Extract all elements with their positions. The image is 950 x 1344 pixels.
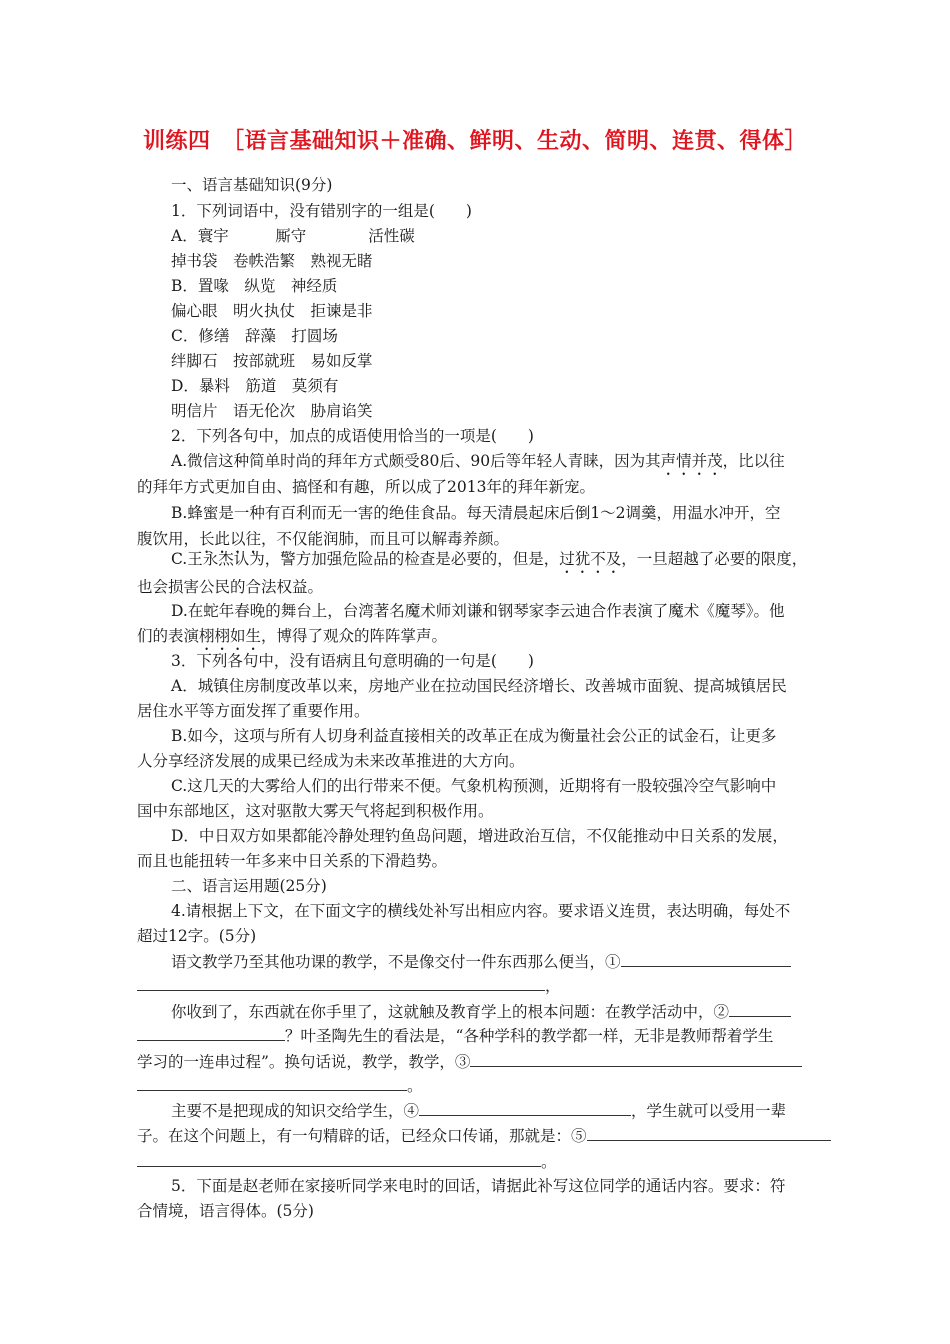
q2-b-idiom: 长此以往	[199, 530, 262, 548]
q4-passage-text: 学习的一连串过程”。换句话说，教学，教学，③	[137, 1053, 471, 1071]
q3-stem: 3．下列各句中，没有语病且句意明确的一句是( )	[171, 652, 534, 670]
q2-stem: 2．下列各句中，加点的成语使用恰当的一项是( )	[171, 427, 534, 445]
q3-option-a-line1: A．城镇住房制度改革以来，房地产业在拉动国民经济增长、改善城市面貌、提高城镇居民	[171, 677, 787, 695]
answer-blank-2-cont[interactable]	[137, 1026, 285, 1041]
q2-c-text-end: ，一旦超越了必要的限度，	[621, 550, 808, 568]
q2-b-text: 腹饮用，	[137, 530, 200, 548]
q2-option-d-line1: D.在蛇年春晚的舞台上，台湾著名魔术师刘谦和钢琴家李云迪合作表演了魔术《魔琴》。他	[171, 602, 785, 620]
q1-option-d-line2: 明信片 语无伦次 胁肩谄笑	[171, 402, 373, 420]
q1-option-b-line2: 偏心眼 明火执仗 拒谏是非	[171, 302, 373, 320]
q3-option-b-line2: 人分享经济发展的成果已经成为未来改革推进的大方向。	[137, 752, 525, 770]
q4-passage-line6	[137, 1076, 423, 1096]
q4-passage-line4	[137, 1026, 773, 1046]
answer-blank-4[interactable]	[419, 1101, 631, 1116]
q2-option-b-line1: B.蜂蜜是一种有百利而无一害的绝佳食品。每天清晨起床后倒1～2调羹，用温水冲开，空	[171, 504, 781, 522]
q1-option-c-line2: 绊脚石 按部就班 易如反掌	[171, 352, 373, 370]
q4-passage-text: ，学生就可以受用一辈	[631, 1102, 787, 1120]
q4-passage-line9	[137, 1152, 557, 1172]
q2-option-a-line2: 的拜年方式更加自由、搞怪和有趣，所以成了2013年的拜年新宠。	[137, 478, 595, 496]
q2-d-text: 们的表演	[137, 627, 200, 645]
answer-blank-1[interactable]	[621, 952, 791, 967]
q4-passage-line2	[137, 976, 561, 996]
answer-blank-5[interactable]	[587, 1126, 831, 1141]
q2-c-idiom: 过犹不及	[559, 550, 622, 568]
q2-option-d-line2	[137, 626, 447, 654]
q2-option-c-line2: 也会损害公民的合法权益。	[137, 578, 324, 596]
section-heading-1: 一、语言基础知识(9分)	[171, 176, 333, 194]
q4-stem-line1: 4.请根据上下文，在下面文字的横线处补写出相应内容。要求语义连贯，表达明确，每处不	[171, 902, 791, 920]
q4-stem-line2: 超过12字。(5分)	[137, 927, 257, 945]
page-title: 训练四 ［语言基础知识＋准确、鲜明、生动、简明、连贯、得体］	[142, 129, 807, 154]
q2-a-text-end: ，比以往	[722, 452, 785, 470]
q1-option-a-line1: A．寰宇 厮守 活性碳	[171, 227, 415, 245]
q4-period: 。	[541, 1153, 557, 1171]
q1-option-b-line1: B．置喙 纵览 神经质	[171, 277, 338, 295]
q4-period: 。	[407, 1077, 423, 1095]
section-heading-2: 二、语言运用题(25分)	[171, 877, 327, 895]
q1-option-c-line1: C．修缮 辞藻 打圆场	[171, 327, 338, 345]
q4-comma: ，	[545, 977, 561, 995]
answer-blank-1-cont[interactable]	[137, 976, 545, 991]
q4-passage-line3	[171, 1002, 791, 1022]
q2-c-text: C.王永杰认为，警方加强危险品的检查是必要的，但是，	[171, 550, 560, 568]
q4-passage-text: ？叶圣陶先生的看法是，“各种学科的教学都一样，无非是教师帮着学生	[285, 1027, 774, 1045]
q4-passage-line7	[171, 1101, 786, 1121]
q3-option-c-line1: C.这几天的大雾给人们的出行带来不便。气象机构预测，近期将有一股较强冷空气影响中	[171, 777, 777, 795]
q2-a-idiom: 声情并茂	[660, 452, 723, 470]
q4-passage-text: 主要不是把现成的知识交给学生，④	[171, 1102, 420, 1120]
q2-a-text: A.微信这种简单时尚的拜年方式颇受80后、90后等年轻人青睐，因为其	[171, 452, 661, 470]
q4-passage-text: 你收到了，东西就在你手里了，这就触及教育学上的根本问题：在教学活动中，②	[171, 1003, 730, 1021]
q4-passage-line8	[137, 1126, 831, 1146]
answer-blank-3[interactable]	[470, 1052, 802, 1067]
q5-stem-line2: 合情境，语言得体。(5分)	[137, 1202, 314, 1220]
q4-passage-line5	[137, 1052, 802, 1072]
q5-stem-line1: 5．下面是赵老师在家接听同学来电时的回话，请据此补写这位同学的通话内容。要求：符	[171, 1177, 786, 1195]
q1-option-a-line2: 掉书袋 卷帙浩繁 熟视无睹	[171, 252, 373, 270]
q4-passage-text: 子。在这个问题上，有一句精辟的话，已经众口传诵，那就是：⑤	[137, 1127, 587, 1145]
answer-blank-5-cont[interactable]	[137, 1152, 541, 1167]
q4-passage-line1	[171, 952, 791, 972]
q3-option-a-line2: 居住水平等方面发挥了重要作用。	[137, 702, 370, 720]
q3-option-d-line2: 而且也能扭转一年多来中日关系的下滑趋势。	[137, 852, 448, 870]
q2-d-text-end: ，博得了观众的阵阵掌声。	[261, 627, 448, 645]
q2-d-idiom: 栩栩如生	[199, 627, 262, 645]
q4-passage-text: 语文教学乃至其他功课的教学，不是像交付一件东西那么便当，①	[171, 953, 621, 971]
q1-option-d-line1: D．暴料 筋道 莫须有	[171, 377, 339, 395]
q1-stem: 1．下列词语中，没有错别字的一组是( )	[171, 202, 472, 220]
answer-blank-3-cont[interactable]	[137, 1076, 407, 1091]
q3-option-b-line1: B.如今，这项与所有人切身利益直接相关的改革正在成为衡量社会公正的试金石，让更多	[171, 727, 777, 745]
q2-option-a-line1	[171, 451, 785, 479]
q3-option-c-line2: 国中东部地区，这对驱散大雾天气将起到积极作用。	[137, 802, 494, 820]
q3-option-d-line1: D．中日双方如果都能冷静处理钓鱼岛问题，增进政治互信，不仅能推动中日关系的发展，	[171, 827, 788, 845]
q2-option-c-line1	[171, 549, 807, 577]
q2-b-text-end: ，不仅能润肺，而且可以解毒养颜。	[261, 530, 510, 548]
answer-blank-2[interactable]	[729, 1002, 791, 1017]
